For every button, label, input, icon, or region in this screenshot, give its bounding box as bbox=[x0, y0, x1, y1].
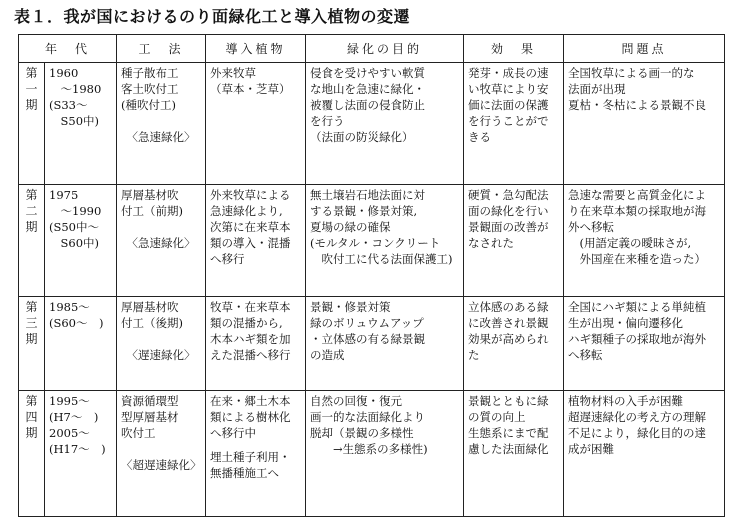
era-line: (H17～ ) bbox=[49, 442, 106, 456]
purpose-line: (モルタル・コンクリート bbox=[310, 236, 441, 250]
effect-cell bbox=[464, 185, 564, 297]
effect-line: 発芽・成長の速 bbox=[468, 66, 549, 80]
method-speed-note: 〈急速緑化〉 bbox=[126, 236, 196, 250]
plants-extra-line: 無播種施工へ bbox=[210, 466, 280, 480]
table-row bbox=[19, 185, 725, 297]
issues-line: 法面が出現 bbox=[568, 82, 626, 96]
purpose-line: を行う bbox=[310, 114, 345, 128]
effect-line: 慮した法面緑化 bbox=[468, 442, 549, 456]
effect-line: を行うことがで bbox=[468, 114, 549, 128]
period-label bbox=[19, 185, 45, 297]
plants-line: 急速緑化より, bbox=[210, 204, 283, 218]
issues-line: 超遅速緑化の考え方の理解 bbox=[568, 410, 707, 424]
effect-line: きる bbox=[468, 130, 492, 144]
purpose-line: 侵食を受けやすい軟質 bbox=[310, 66, 426, 80]
era-line: (S50中～ bbox=[49, 220, 99, 234]
method-cell bbox=[117, 391, 206, 517]
plants-line: 次第に在来草本 bbox=[210, 220, 291, 234]
purpose-line: な地山を急速に緑化・ bbox=[310, 82, 426, 96]
header-plants: 導入植物 bbox=[206, 35, 306, 63]
issues-cell bbox=[564, 63, 725, 185]
era-cell bbox=[45, 185, 117, 297]
purpose-line: 吹付工に代る法面保護工) bbox=[310, 252, 453, 266]
header-row bbox=[19, 35, 725, 63]
period-text: 第三期 bbox=[25, 300, 38, 346]
effect-cell bbox=[464, 297, 564, 391]
plants-line: 外来牧草 bbox=[210, 66, 257, 80]
method-line: (種吹付工) bbox=[121, 98, 176, 112]
era-line: S60中) bbox=[49, 236, 99, 250]
plants-line: 類の混播から, bbox=[210, 316, 283, 330]
method-line: 厚層基材吹 bbox=[121, 188, 179, 202]
header-issues: 問題点 bbox=[564, 35, 725, 63]
plants-line: （草本・芝草） bbox=[210, 82, 291, 96]
purpose-line: 無土壌岩石地法面に対 bbox=[310, 188, 426, 202]
method-line: 付工（前期) bbox=[121, 204, 184, 218]
purpose-line: 脱却（景観の多様性 bbox=[310, 426, 414, 440]
issues-line: 成が困難 bbox=[568, 442, 615, 456]
effect-line: た bbox=[468, 348, 480, 362]
method-cell bbox=[117, 63, 206, 185]
table-row bbox=[19, 391, 725, 517]
purpose-note: （法面の防災緑化） bbox=[310, 130, 414, 144]
era-line: 1985～ bbox=[49, 300, 90, 314]
plants-line: へ移行 bbox=[210, 252, 245, 266]
plants-extra-line: 埋土種子利用・ bbox=[210, 450, 291, 464]
method-line: 種子散布工 bbox=[121, 66, 179, 80]
purpose-cell bbox=[306, 391, 464, 517]
method-line: 厚層基材吹 bbox=[121, 300, 179, 314]
purpose-line: 景観・修景対策 bbox=[310, 300, 391, 314]
effect-line: 効果が高められ bbox=[468, 332, 549, 346]
era-cell bbox=[45, 391, 117, 517]
period-text: 第二期 bbox=[25, 188, 38, 234]
effect-line: 生態系にまで配 bbox=[468, 426, 549, 440]
method-line: 資源循環型 bbox=[121, 394, 179, 408]
era-line: 1975 bbox=[49, 188, 90, 202]
issues-cell bbox=[564, 297, 725, 391]
era-line: 1960 bbox=[49, 66, 79, 80]
purpose-cell bbox=[306, 297, 464, 391]
plants-line: へ移行中 bbox=[210, 426, 257, 440]
era-line: (H7～ ) bbox=[49, 410, 99, 424]
era-cell bbox=[45, 63, 117, 185]
era-line: ～1980 bbox=[49, 82, 102, 96]
plants-line: 牧草・在来草本 bbox=[210, 300, 291, 314]
issues-cell bbox=[564, 391, 725, 517]
plants-line: 在来・郷土木本 bbox=[210, 394, 291, 408]
period-label bbox=[19, 391, 45, 517]
effect-line: に改善され景観 bbox=[468, 316, 549, 330]
plants-cell bbox=[206, 185, 306, 297]
issues-cell bbox=[564, 185, 725, 297]
purpose-line: →生態系の多様性) bbox=[310, 442, 428, 456]
era-line: (S60～ ) bbox=[49, 316, 104, 330]
plants-line: 類による樹林化 bbox=[210, 410, 291, 424]
era-line: S50中) bbox=[49, 114, 99, 128]
period-text: 第一期 bbox=[25, 66, 38, 112]
effect-cell bbox=[464, 391, 564, 517]
issues-line: へ移転 bbox=[568, 348, 603, 362]
effect-line: 景観とともに緑 bbox=[468, 394, 549, 408]
purpose-cell bbox=[306, 63, 464, 185]
plants-cell bbox=[206, 391, 306, 517]
method-line: 付工（後期) bbox=[121, 316, 184, 330]
effect-line: 面の緑化を行い bbox=[468, 204, 549, 218]
effect-cell bbox=[464, 63, 564, 185]
method-speed-note: 〈急速緑化〉 bbox=[126, 130, 196, 144]
method-cell bbox=[117, 185, 206, 297]
issues-line: 全国にハギ類による単純植 bbox=[568, 300, 707, 314]
period-label bbox=[19, 63, 45, 185]
purpose-line: 自然の回復・復元 bbox=[310, 394, 403, 408]
table-row bbox=[19, 63, 725, 185]
method-speed-note: 〈超遅速緑化〉 bbox=[121, 458, 202, 472]
issues-line: ハギ類種子の採取地が海外 bbox=[568, 332, 707, 346]
effect-line: 価に法面の保護 bbox=[468, 98, 549, 112]
purpose-line: 緑のボリュウムアップ bbox=[310, 316, 424, 330]
issues-line: 全国牧草による画一的な bbox=[568, 66, 695, 80]
table-title: 表１．我が国におけるのり面緑化工と導入植物の変遷 bbox=[14, 7, 411, 26]
issues-line: 不足により，緑化目的の達 bbox=[568, 426, 707, 440]
plants-line: 木本ハギ類を加 bbox=[210, 332, 291, 346]
era-line: 1995～ bbox=[49, 394, 90, 408]
method-line: 型厚層基材 bbox=[121, 410, 179, 424]
era-line: (S33～ bbox=[49, 98, 88, 112]
issues-line: 外へ移転 bbox=[568, 220, 615, 234]
plants-line: 外来牧草による bbox=[210, 188, 291, 202]
issues-line: 外国産在来種を造った） bbox=[568, 252, 707, 266]
effect-line: 硬質・急勾配法 bbox=[468, 188, 549, 202]
header-effect: 効 果 bbox=[464, 35, 564, 63]
header-era: 年 代 bbox=[19, 35, 117, 63]
plants-line: えた混播へ移行 bbox=[210, 348, 291, 362]
history-table bbox=[18, 34, 725, 517]
era-line: ～1990 bbox=[49, 204, 102, 218]
era-cell bbox=[45, 297, 117, 391]
effect-line: 立体感のある緑 bbox=[468, 300, 549, 314]
effect-line: の質の向上 bbox=[468, 410, 526, 424]
header-purpose: 緑化の目的 bbox=[306, 35, 464, 63]
purpose-line: 夏場の緑の確保 bbox=[310, 220, 391, 234]
plants-line: 類の導入・混播 bbox=[210, 236, 291, 250]
effect-line: い牧草により安 bbox=[468, 82, 549, 96]
header-method: 工 法 bbox=[117, 35, 206, 63]
purpose-line: 画一的な法面緑化より bbox=[310, 410, 426, 424]
method-speed-note: 〈遅速緑化〉 bbox=[126, 348, 196, 362]
effect-line: 景観面の改善が bbox=[468, 220, 549, 234]
issues-line: 生が出現・偏向遷移化 bbox=[568, 316, 684, 330]
issues-line: 夏枯・冬枯による景観不良 bbox=[568, 98, 707, 112]
purpose-line: する景観・修景対策, bbox=[310, 204, 418, 218]
purpose-cell bbox=[306, 185, 464, 297]
method-line: 客土吹付工 bbox=[121, 82, 179, 96]
table-row bbox=[19, 297, 725, 391]
purpose-line: ・立体感の有る緑景観 bbox=[310, 332, 426, 346]
period-label bbox=[19, 297, 45, 391]
issues-line: (用語定義の曖昧さが, bbox=[568, 236, 692, 250]
issues-line: 急速な需要と高質金化によ bbox=[568, 188, 707, 202]
purpose-line: 被覆し法面の侵食防止 bbox=[310, 98, 426, 112]
method-line: 吹付工 bbox=[121, 426, 156, 440]
issues-line: 植物材料の入手が困難 bbox=[568, 394, 684, 408]
period-text: 第四期 bbox=[25, 394, 38, 440]
era-line: 2005～ bbox=[49, 426, 90, 440]
effect-line: なされた bbox=[468, 236, 515, 250]
issues-line: り在来草本類の採取地が海 bbox=[568, 204, 707, 218]
plants-cell bbox=[206, 297, 306, 391]
plants-cell bbox=[206, 63, 306, 185]
purpose-line: の造成 bbox=[310, 348, 345, 362]
method-cell bbox=[117, 297, 206, 391]
